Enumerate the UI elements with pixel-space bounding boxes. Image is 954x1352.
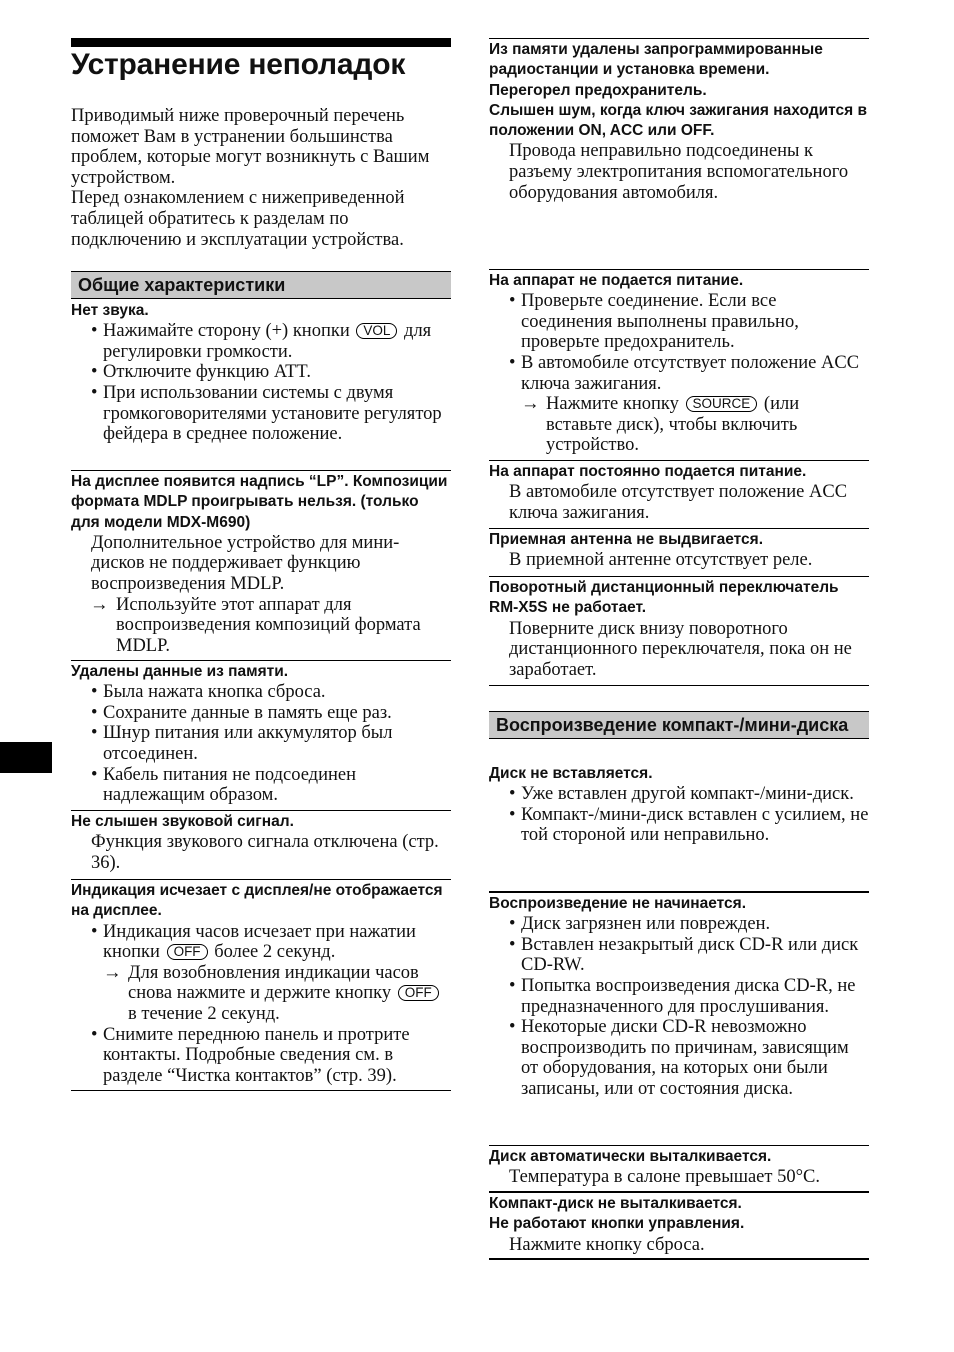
issue-answer: Поверните диск внизу поворотного дистанционного переключателя, пока он не заработает. — [509, 618, 852, 680]
list-item: • При использовании системы с двумя громкоговорителями установите регулятор фейдера в среднее положение. — [71, 383, 451, 445]
list-item: • Попытка воспроизведения диска CD-R, не предназначенного для прослушивания. — [489, 976, 869, 1017]
divider — [489, 1258, 869, 1260]
list-item: • В автомобиле отсутствует положение ACC ключа зажигания. — [489, 353, 869, 394]
issue-question: На аппарат не подается питание. — [489, 272, 744, 289]
issue-question: Индикация исчезает с дисплея/не отображается на дисплее. — [71, 882, 443, 920]
issue-no-sound — [71, 300, 451, 445]
list-item: • Сохраните данные в память еще раз. — [71, 703, 451, 724]
list-item: • Уже вставлен другой компакт-/мини-диск. — [489, 784, 869, 805]
issue-answer: В приемной антенне отсутствует реле. — [509, 550, 813, 571]
issue-question: Поворотный дистанционный переключатель RM-X5S не работает. — [489, 579, 839, 617]
issue-antenna — [489, 528, 869, 571]
issue-always-power — [489, 460, 869, 523]
arrow-icon: → — [90, 594, 109, 615]
list-item: • Вставлен незакрытый диск CD-R или диск CD-RW. — [489, 935, 869, 976]
issue-answer: Провода неправильно подсоединены к разъему электропитания вспомогательного оборудования автомобиля. — [509, 141, 849, 203]
issue-question: Перегорел предохранитель. — [489, 81, 707, 99]
issue-erased — [489, 38, 869, 203]
issue-answer: Дополнительное устройство для мини-дисков не поддерживает функцию воспроизведения MDLP. — [91, 532, 400, 595]
list-item: • Некоторые диски CD-R невозможно воспроизводить по причинам, зависящим от оборудования, на которых они были записаны, или от состояния диска. — [489, 1017, 869, 1099]
intro-paragraph: Приводимый ниже проверочный перечень поможет Вам в устранении большинства проблем, которые могут возникнуть с Вашим устройством. Перед ознакомлением с нижеприведенной таблицей обратитесь к разделам по подключению и эксплуатации устройства. — [71, 106, 430, 250]
issue-question: Не слышен звуковой сигнал. — [71, 813, 294, 830]
issue-question: Удалены данные из памяти. — [71, 663, 289, 680]
list-item: • Была нажата кнопка сброса. — [71, 682, 451, 703]
issue-playback — [489, 891, 869, 1100]
issue-question: На аппарат постоянно подается питание. — [489, 463, 807, 480]
issue-answer: Функция звукового сигнала отключена (стр. 36). — [91, 832, 439, 873]
issue-lp — [71, 470, 451, 656]
issue-no-eject — [489, 1191, 869, 1255]
list-item: • Шнур питания или аккумулятор был отсоединен. — [71, 723, 451, 764]
list-item: • Проверьте соединение. Если все соединения выполнены правильно, проверьте предохранитель. — [489, 291, 869, 353]
section-general-heading: Общие характеристики — [71, 271, 451, 299]
issue-display — [71, 879, 451, 1086]
arrow-icon: → — [103, 962, 122, 983]
issue-memory — [71, 660, 451, 806]
title-rule — [71, 38, 451, 47]
off-button-label: OFF — [398, 985, 439, 1001]
issue-question: Диск автоматически выталкивается. — [489, 1148, 772, 1165]
issue-question: Воспроизведение не начинается. — [489, 895, 746, 912]
issue-auto-eject — [489, 1145, 869, 1188]
arrow-icon: → — [521, 394, 540, 415]
issue-question: На дисплее появится надпись “LP”. Композиции формата MDLP проигрывать нельзя. (только для модели MDX-M690) — [71, 473, 448, 531]
list-item: • Нажимайте сторону (+) кнопки VOL для регулировки громкости. — [71, 321, 451, 362]
issue-beep — [71, 810, 451, 873]
divider — [71, 1090, 451, 1091]
issue-no-power — [489, 269, 869, 456]
issue-question: Из памяти удалены запрограммированные радиостанции и установка времени. — [489, 41, 823, 79]
issue-question: Слышен шум, когда ключ зажигания находится в положении ON, ACC или OFF. — [489, 101, 867, 140]
list-item: • Отключите функцию ATT. — [71, 362, 451, 383]
issue-question: Не работают кнопки управления. — [489, 1215, 745, 1233]
list-item: • Индикация часов исчезает при нажатии кнопки OFF более 2 секунд. — [71, 922, 451, 963]
issue-rotary — [489, 576, 869, 680]
off-button-label: OFF — [167, 944, 208, 960]
arrow-hint: → Нажмите кнопку SOURCE (или вставьте диск), чтобы включить устройство. — [521, 394, 800, 456]
section-disc-heading: Воспроизведение компакт-/мини-диска — [489, 711, 869, 739]
issue-question: Диск не вставляется. — [489, 765, 653, 782]
issue-question: Нет звука. — [71, 302, 149, 319]
vol-button-label: VOL — [356, 323, 397, 339]
arrow-hint: → Используйте этот аппарат для воспроизведения композиций формата MDLP. — [90, 594, 421, 656]
list-item: • Снимите переднюю панель и протрите контакты. Подробные сведения см. в разделе “Чистка контактов” (стр. 39). — [71, 1025, 451, 1087]
arrow-hint: → Для возобновления индикации часов снова нажмите и держите кнопку OFF в течение 2 секунд. — [71, 963, 451, 1025]
list-item: • Кабель питания не подсоединен надлежащим образом. — [71, 765, 451, 806]
issue-answer: В автомобиле отсутствует положение ACC ключа зажигания. — [509, 482, 848, 523]
page-title: Устранение неполадок — [71, 48, 406, 81]
issue-answer: Нажмите кнопку сброса. — [509, 1234, 705, 1255]
list-item: • Компакт-/мини-диск вставлен с усилием, не той стороной или неправильно. — [489, 805, 869, 846]
issue-disc-insert — [489, 763, 869, 846]
list-item: • Диск загрязнен или поврежден. — [489, 914, 869, 935]
divider — [489, 685, 869, 686]
issue-question: Приемная антенна не выдвигается. — [489, 531, 763, 548]
page-edge-tab — [0, 742, 52, 773]
issue-question: Компакт-диск не выталкивается. — [489, 1195, 742, 1212]
source-button-label: SOURCE — [686, 396, 758, 412]
issue-answer: Температура в салоне превышает 50°C. — [509, 1167, 820, 1188]
